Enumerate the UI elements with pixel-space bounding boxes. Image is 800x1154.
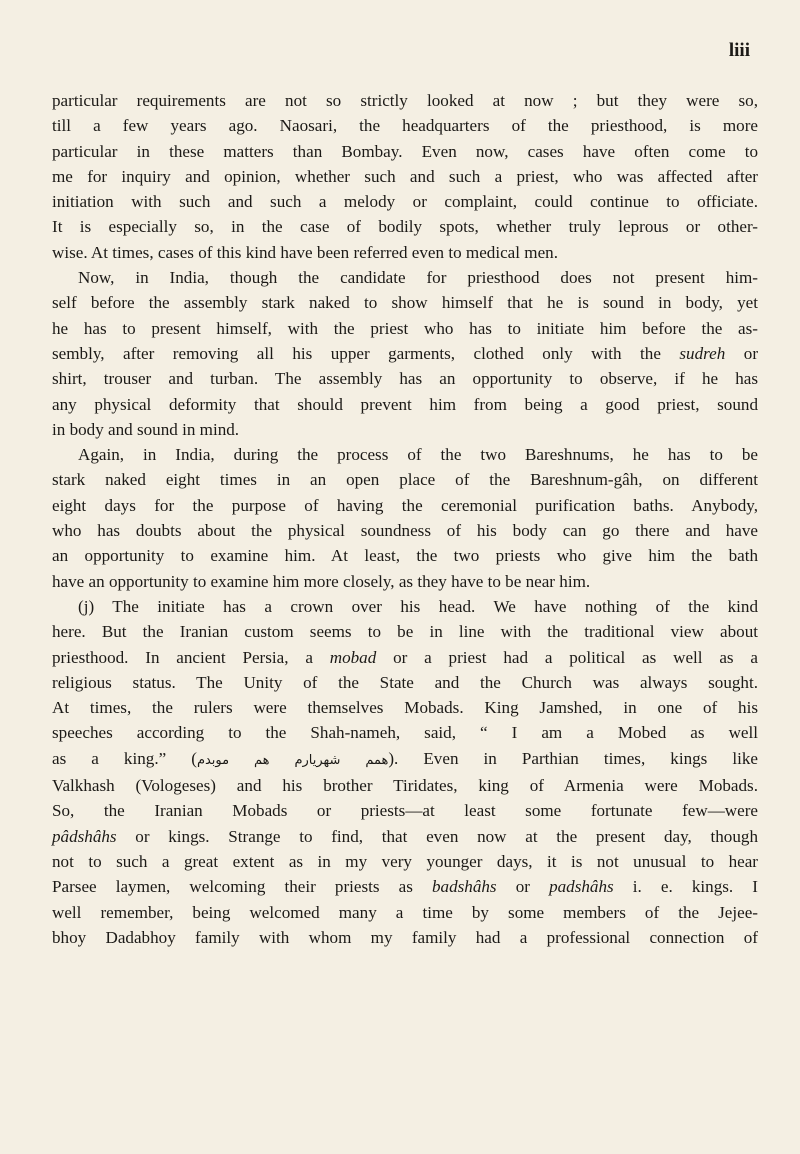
text-run: or kings. Strange to find, that even now at the present day, though	[116, 826, 758, 846]
text-run: Again, in India, during the process of the two Bareshnums, he has to be	[78, 445, 758, 465]
text-line	[52, 645, 758, 670]
text-line	[52, 392, 758, 417]
text-line	[52, 240, 758, 265]
text-run: shirt, trouser and turban. The assembly has an opportunity to observe, if he has	[52, 369, 758, 389]
text-line	[52, 442, 758, 467]
text-run: stark naked eight times in an open place of the Bareshnum-gâh, on different	[52, 470, 758, 490]
persian-quote: همم شهریارم هم موبدم	[196, 752, 389, 768]
text-line	[52, 773, 758, 798]
text-line	[52, 849, 758, 874]
text-line	[52, 316, 758, 341]
text-run: particular requirements are not so strictly looked at now ; but they were so,	[52, 91, 758, 110]
text-line	[52, 874, 758, 899]
text-run: have an opportunity to examine him more closely, as they have to be near him.	[52, 571, 591, 591]
italic-term: sudreh	[679, 343, 726, 363]
text-run: At times, the rulers were themselves Mobads. King Jamshed, in one of his	[52, 698, 758, 718]
text-line	[52, 695, 758, 720]
text-run: (j) The initiate has a crown over his head. We have nothing of the kind	[78, 596, 758, 616]
text-line	[52, 798, 758, 823]
text-run: So, the Iranian Mobads or priests—at least some fortunate few—were	[52, 801, 758, 821]
text-run: religious status. The Unity of the State and the Church was always sought.	[52, 672, 758, 692]
page-number: liii	[728, 40, 750, 61]
text-run: Now, in India, though the candidate for priesthood does not present him-	[78, 268, 758, 288]
text-run: in body and sound in mind.	[52, 419, 240, 439]
text-run: priesthood. In ancient Persia, a	[52, 647, 330, 667]
text-run: ). Even in Parthian times, kings like	[388, 748, 758, 768]
text-line	[52, 265, 758, 290]
text-run: initiation with such and such a melody or complaint, could continue to officiate.	[52, 192, 758, 212]
text-run: me for inquiry and opinion, whether such and such a priest, who was affected after	[52, 166, 758, 186]
text-run: as a king.” (	[52, 748, 197, 768]
text-line	[52, 670, 758, 695]
text-run: he has to present himself, with the priest who has to initiate him before the as-	[52, 318, 758, 338]
text-run: well remember, being welcomed many a time by some members of the Jejee-	[52, 902, 758, 922]
text-run: sembly, after removing all his upper garments, clothed only with the	[52, 343, 680, 363]
text-line	[52, 341, 758, 366]
text-line	[52, 290, 758, 315]
text-line	[52, 189, 758, 214]
text-run: eight days for the purpose of having the ceremonial purification baths. Anybody,	[52, 495, 758, 515]
text-run: who has doubts about the physical soundness of his body can go there and have	[52, 521, 758, 541]
text-line	[52, 88, 758, 113]
text-line	[52, 366, 758, 391]
text-run: particular in these matters than Bombay. Even now, cases have often come to	[52, 141, 758, 161]
text-line	[52, 214, 758, 239]
text-line	[52, 720, 758, 745]
text-run: or	[725, 343, 759, 363]
text-run: It is especially so, in the case of bodily spots, whether truly leprous or other-	[52, 217, 758, 237]
text-line	[52, 569, 758, 594]
italic-term: badshâhs	[432, 877, 497, 897]
text-run: or a priest had a political as well as a	[376, 647, 758, 667]
text-run: self before the assembly stark naked to show himself that he is sound in body, yet	[52, 293, 758, 313]
text-line	[52, 467, 758, 492]
text-line	[52, 619, 758, 644]
text-run: Valkhash (Vologeses) and his brother Tiridates, king of Armenia were Mobads.	[52, 776, 758, 796]
text-run: wise. At times, cases of this kind have been referred even to medical men.	[52, 242, 558, 262]
italic-term: padshâhs	[549, 877, 614, 897]
text-run: or	[496, 877, 550, 897]
text-run: i. e. kings. I	[613, 877, 758, 897]
text-run: any physical deformity that should prevent him from being a good priest, sound	[52, 394, 758, 414]
body-text	[52, 88, 758, 950]
text-run: speeches according to the Shah-nameh, said, “ I am a Mobed as well	[52, 723, 758, 743]
text-line	[52, 543, 758, 568]
text-line	[52, 925, 758, 950]
text-line	[52, 824, 758, 849]
text-run: an opportunity to examine him. At least, the two priests who give him the bath	[52, 546, 758, 566]
text-line	[52, 113, 758, 138]
text-line	[52, 493, 758, 518]
text-run: bhoy Dadabhoy family with whom my family had a professional connection of	[52, 927, 758, 947]
text-line	[52, 746, 758, 773]
italic-term: pâdshâhs	[52, 826, 117, 846]
text-run: not to such a great extent as in my very younger days, it is not unusual to hear	[52, 851, 758, 871]
text-run: here. But the Iranian custom seems to be in line with the traditional view about	[52, 622, 758, 642]
text-line	[52, 139, 758, 164]
text-line	[52, 900, 758, 925]
italic-term: mobad	[329, 647, 377, 667]
text-line	[52, 518, 758, 543]
text-run: Parsee laymen, welcoming their priests as	[52, 877, 432, 897]
text-run: till a few years ago. Naosari, the headquarters of the priesthood, is more	[52, 116, 758, 136]
text-line	[52, 164, 758, 189]
text-line	[52, 417, 758, 442]
text-line	[52, 594, 758, 619]
